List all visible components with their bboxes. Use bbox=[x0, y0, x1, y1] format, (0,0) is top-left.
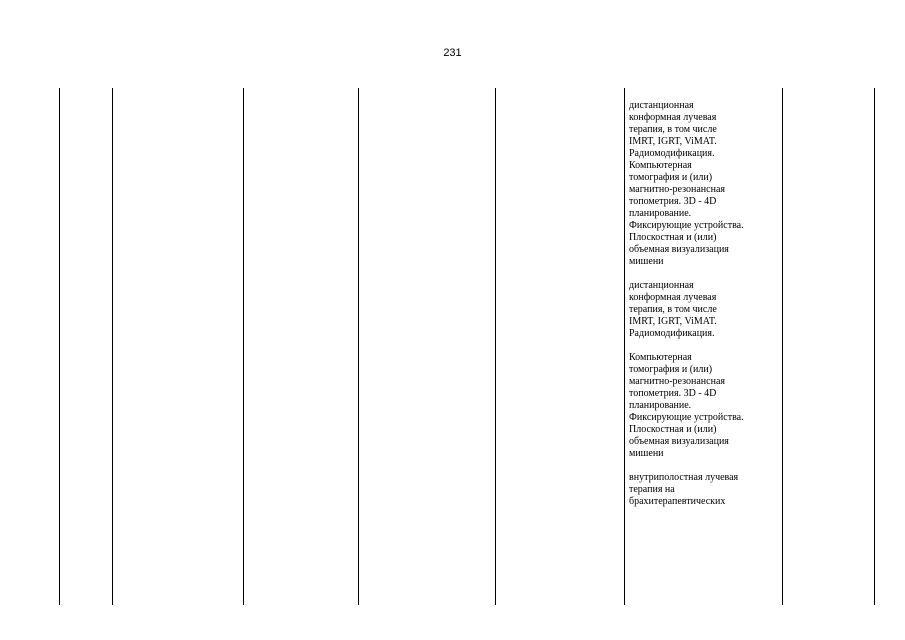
table-cell-treatment-description bbox=[629, 100, 785, 508]
column-divider bbox=[874, 88, 875, 605]
column-divider bbox=[112, 88, 113, 605]
column-divider bbox=[624, 88, 625, 605]
cell-paragraph: дистанционная конформная лучевая терапия, в том числе IMRT, IGRT, ViMAT. Радиомодификация. bbox=[629, 280, 717, 339]
column-divider bbox=[495, 88, 496, 605]
cell-paragraph: внутриполостная лучевая терапия на брахитерапевтических bbox=[629, 472, 739, 507]
cell-paragraph: дистанционная конформная лучевая терапия, в том числе IMRT, IGRT, ViMAT. Радиомодификация. Компьютерная томография и (или) магнитно-резонансная топометрия. 3D - 4D планирование. Фиксирующие устройства. Плоскостная и (или) объемная визуализация мишени bbox=[629, 100, 744, 267]
column-divider bbox=[59, 88, 60, 605]
page-number: 231 bbox=[443, 47, 462, 59]
column-divider bbox=[358, 88, 359, 605]
cell-paragraph: Компьютерная томография и (или) магнитно-резонансная топометрия. 3D - 4D планирование. Фиксирующие устройства. Плоскостная и (или) объемная визуализация мишени bbox=[629, 352, 744, 459]
column-divider bbox=[243, 88, 244, 605]
